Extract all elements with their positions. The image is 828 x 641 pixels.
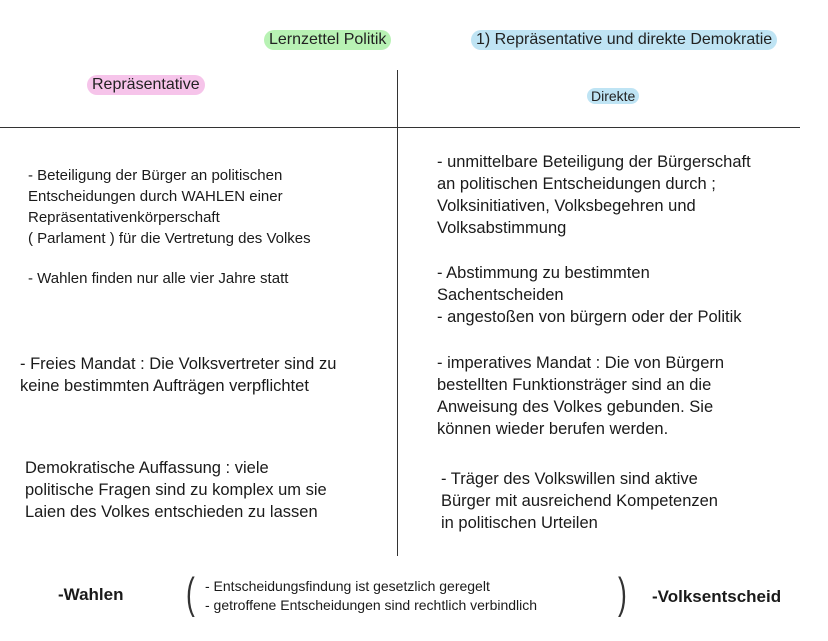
title-highlight: Lernzettel Politik (264, 30, 391, 50)
page-title (264, 30, 391, 50)
left-point-participation: - Beteiligung der Bürger an politischen Entscheidungen durch WAHLEN einer Repräsentativenkörperschaft ( Parlament ) für die Vertretung des Volkes (28, 167, 311, 247)
right-heading-highlight: Direkte (587, 88, 639, 104)
right-bracket: ) (618, 569, 627, 618)
left-point-conception: Demokratische Auffassung : viele politische Fragen sind zu komplex um sie Laien des Volkes entschieden zu lassen (25, 459, 327, 521)
left-heading-highlight: Repräsentative (87, 75, 205, 95)
footer-right-label: -Volksentscheid (652, 587, 782, 606)
topic-heading (471, 30, 777, 50)
horizontal-divider (0, 127, 800, 128)
right-point-votes: - Abstimmung zu bestimmten Sachentscheiden - angestoßen von bürgern oder der Politik (437, 264, 742, 326)
right-point-participation: - unmittelbare Beteiligung der Bürgerschaft an politischen Entscheidungen durch ; Volksinitiativen, Volksbegehren und Volksabstimmung (437, 153, 751, 237)
right-point-carriers: - Träger des Volkswillen sind aktive Bürger mit ausreichend Kompetenzen in politischen Urteilen (441, 470, 718, 532)
left-point-free-mandate: - Freies Mandat : Die Volksvertreter sind zu keine bestimmten Aufträgen verpflichtet (20, 355, 337, 395)
topic-highlight: 1) Repräsentative und direkte Demokratie (471, 30, 777, 50)
left-column-heading (87, 75, 205, 95)
right-column-heading (587, 88, 639, 106)
footer-common-points: - Entscheidungsfindung ist gesetzlich geregelt - getroffene Entscheidungen sind rechtlich verbindlich (205, 578, 538, 613)
footer-left-label: -Wahlen (58, 585, 124, 604)
right-point-imperative-mandate: - imperatives Mandat : Die von Bürgern bestellten Funktionsträger sind an die Anweisung des Volkes gebunden. Sie können wieder berufen werden. (437, 354, 725, 438)
vertical-divider (397, 70, 398, 556)
left-point-elections: - Wahlen finden nur alle vier Jahre statt (28, 270, 289, 287)
left-bracket: ( (186, 569, 195, 618)
